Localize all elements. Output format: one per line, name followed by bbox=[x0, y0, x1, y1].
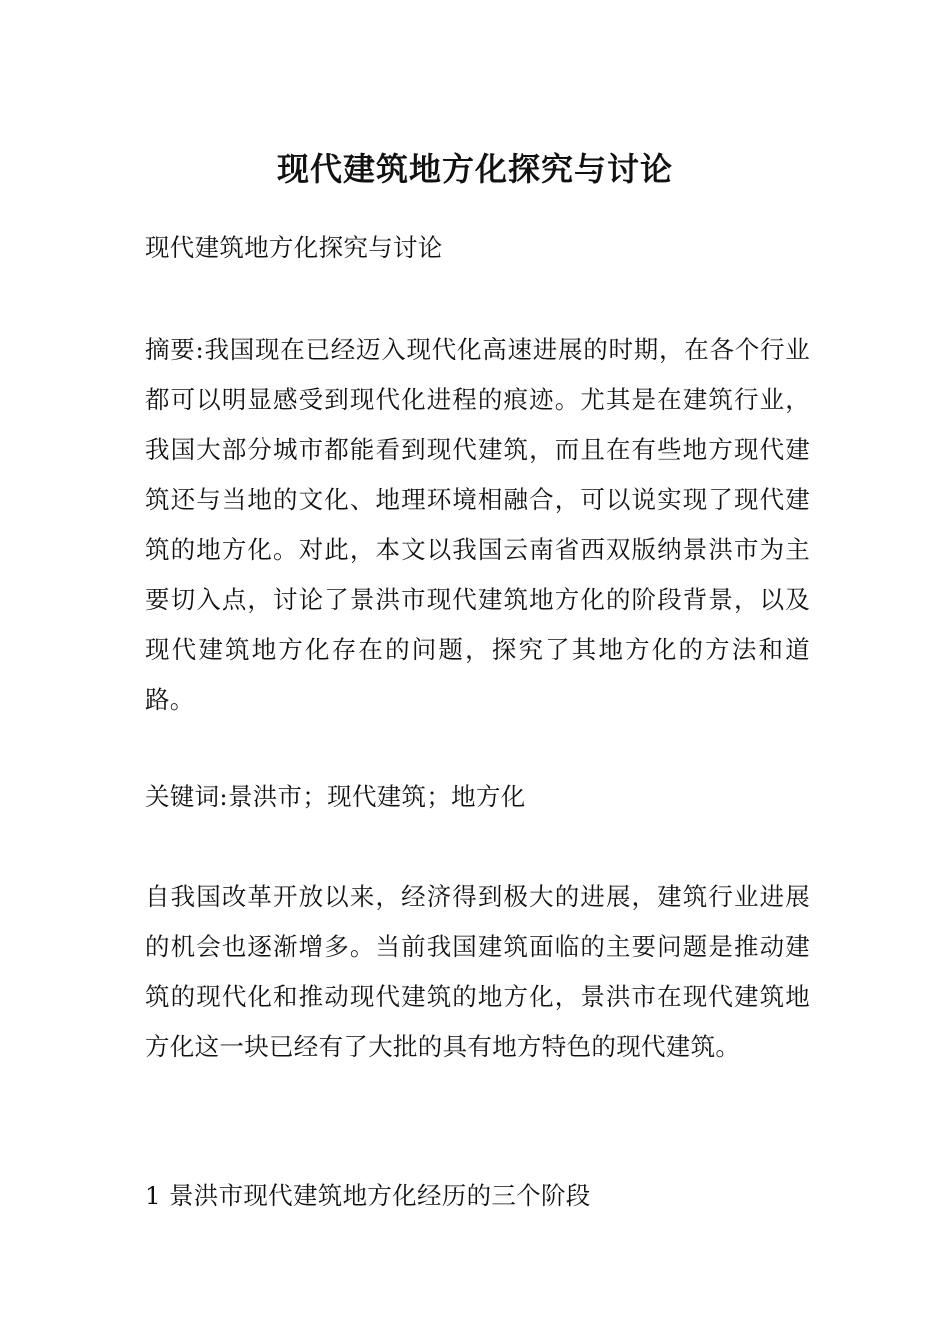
document-title: 现代建筑地方化探究与讨论 bbox=[276, 150, 673, 189]
keywords-line: 关键词:景洪市；现代建筑；地方化 bbox=[145, 782, 526, 811]
abstract-paragraph: 摘要:我国现在已经迈入现代化高速进展的时期，在各个行业都可以明显感受到现代化进程的痕迹。尤其是在建筑行业，我国大部分城市都能看到现代建筑，而且在有些地方现代建筑还与当地的文化、地理环境相融合，可以说实现了现代建筑的地方化。对此，本文以我国云南省西双版纳景洪市为主要切入点，讨论了景洪市现代建筑地方化的阶段背景，以及现代建筑地方化存在的问题，探究了其地方化的方法和道路。 bbox=[145, 335, 810, 714]
document-subtitle: 现代建筑地方化探究与讨论 bbox=[145, 233, 443, 262]
section-heading: 1 景洪市现代建筑地方化经历的三个阶段 bbox=[145, 1181, 591, 1210]
intro-paragraph: 自我国改革开放以来，经济得到极大的进展，建筑行业进展的机会也逐渐增多。当前我国建筑面临的主要问题是推动建筑的现代化和推动现代建筑的地方化，景洪市在现代建筑地方化这一块已经有了大批的具有地方特色的现代建筑。 bbox=[145, 882, 810, 1061]
